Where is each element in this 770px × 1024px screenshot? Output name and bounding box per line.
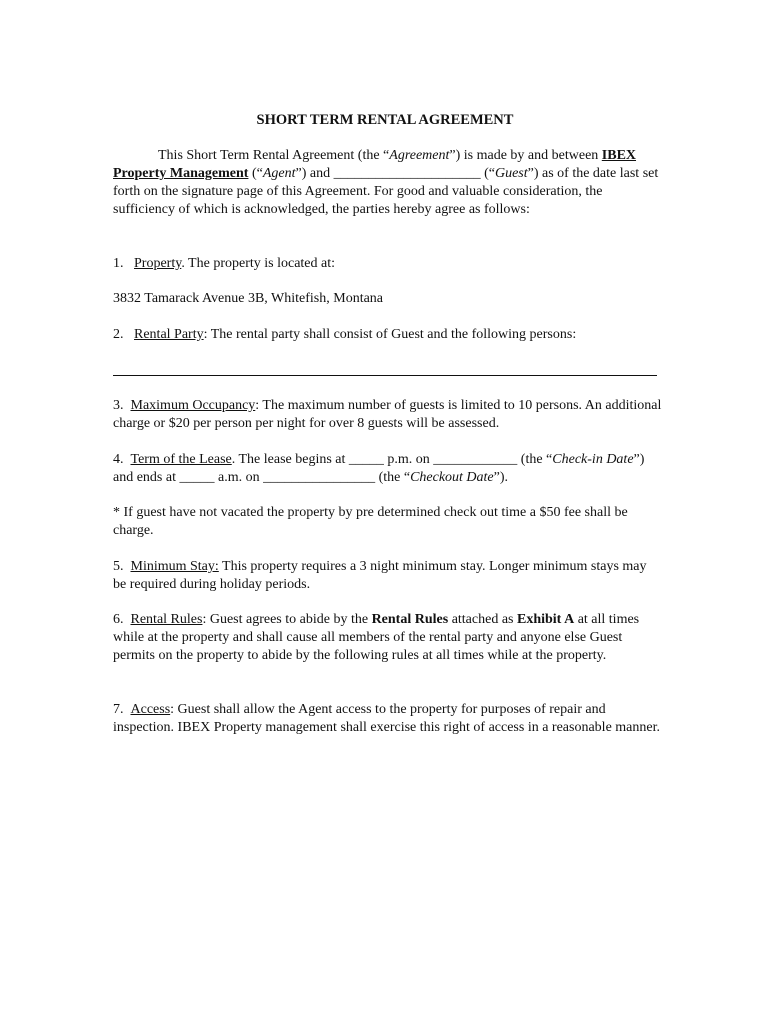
intro-text-4: ”) and _____________________ (“ [295, 166, 495, 181]
agent-term: Agent [262, 166, 296, 181]
rules-text-2: attached as [448, 612, 517, 627]
section-heading: Term of the Lease [130, 452, 232, 467]
section-text: . The property is located at: [181, 256, 336, 271]
term-text-2: ”) and ends at _____ a.m. on ________________ (the “ [113, 452, 645, 485]
intro-paragraph [113, 147, 663, 219]
section-heading: Minimum Stay: [130, 559, 219, 574]
section-number: 7. [113, 702, 124, 717]
section-heading: Access [130, 702, 171, 717]
intro-text-1: This Short Term Rental Agreement (the “ [158, 148, 390, 163]
exhibit-a-term: Exhibit A [516, 612, 575, 627]
section-number: 1. [113, 256, 124, 271]
intro-text-3: (“ [248, 166, 263, 181]
term-text-1: . The lease begins at _____ p.m. on ____________ (the “ [231, 452, 553, 467]
section-number: 2. [113, 327, 124, 342]
section-maximum-occupancy [113, 397, 663, 433]
document-title: SHORT TERM RENTAL AGREEMENT [256, 112, 514, 128]
intro-text-5: ”) as of the date last set forth on the signature page of this Agreement. For good and valuable consideration, the sufficiency of which is acknowledged, the parties hereby agree as follows: [113, 166, 659, 217]
section-number: 5. [113, 559, 124, 574]
section-heading: Rental Party [134, 327, 204, 342]
section-number: 6. [113, 612, 124, 627]
section-text: : The maximum number of guests is limited to 10 persons. An additional charge or $20 per person per night for over 8 guests will be assessed. [113, 398, 662, 431]
checkout-date-term: Checkout Date [410, 470, 494, 485]
section-heading: Property [134, 256, 182, 271]
rental-rules-term: Rental Rules [371, 612, 449, 627]
agreement-term: Agreement [389, 148, 450, 163]
section-number: 3. [113, 398, 124, 413]
term-text-3: ”). [493, 470, 509, 485]
rules-text-3: at all times while at the property and shall cause all members of the rental party and anyone else Guest permits on the property to abide by the following rules at all times while at the property. [113, 612, 640, 663]
section-property [113, 255, 663, 273]
rules-text-1: : Guest agrees to abide by the [202, 612, 372, 627]
section-rental-party [113, 326, 663, 344]
section-access [113, 701, 663, 737]
section-minimum-stay [113, 558, 663, 594]
intro-text-2: ”) is made by and between [449, 148, 599, 163]
late-checkout-note: * If guest have not vacated the property by pre determined check out time a $50 fee shall be charge. [113, 505, 628, 538]
section-number: 4. [113, 452, 124, 467]
section-rental-rules [113, 611, 663, 665]
section-heading: Rental Rules [130, 612, 203, 627]
property-address: 3832 Tamarack Avenue 3B, Whitefish, Montana [113, 291, 384, 306]
checkin-date-term: Check-in Date [552, 452, 634, 467]
guest-term: Guest [494, 166, 528, 181]
section-text: This property requires a 3 night minimum stay. Longer minimum stays may be required during holiday periods. [113, 559, 647, 592]
section-heading: Maximum Occupancy [130, 398, 256, 413]
section-term-of-lease [113, 451, 663, 487]
company-name: IBEX Property Management [113, 148, 637, 181]
section-text: : Guest shall allow the Agent access to the property for purposes of repair and inspection. IBEX Property management shall exercise this right of access in a reasonable manner. [113, 702, 660, 735]
rental-party-blank-line [113, 375, 657, 376]
section-text: : The rental party shall consist of Guest and the following persons: [203, 327, 577, 342]
